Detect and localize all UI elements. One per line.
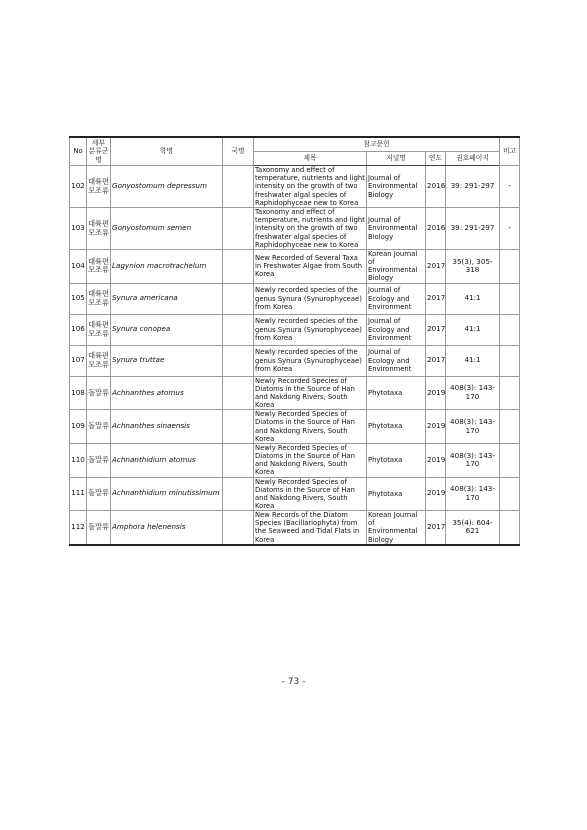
row-volume-pages: 35(4): 604-621 bbox=[446, 511, 500, 545]
row-category: 돌말류 bbox=[87, 443, 111, 477]
row-year: 2017 bbox=[426, 250, 446, 284]
row-year: 2017 bbox=[426, 511, 446, 545]
row-remarks bbox=[500, 511, 520, 545]
table-row bbox=[70, 283, 520, 314]
row-category: 돌말류 bbox=[87, 376, 111, 410]
row-scientific-name: Achnanthidium atomus bbox=[111, 443, 223, 477]
row-title: Newly Recorded Species of Diatoms in the Source of Han and Nakdong Rivers, South Korea bbox=[254, 376, 367, 410]
row-no: 106 bbox=[70, 314, 87, 345]
row-volume-pages: 41:1 bbox=[446, 314, 500, 345]
row-scientific-name: Gonyostomum semen bbox=[111, 208, 223, 250]
header-reference: 참고문헌 bbox=[254, 137, 500, 152]
row-remarks bbox=[500, 410, 520, 444]
row-korean-name bbox=[223, 410, 254, 444]
row-korean-name bbox=[223, 208, 254, 250]
row-category: 대륙편모조류 bbox=[87, 250, 111, 284]
row-korean-name bbox=[223, 166, 254, 208]
table-row bbox=[70, 314, 520, 345]
row-journal: Korean Journal of Environmental Biology bbox=[367, 511, 426, 545]
row-remarks bbox=[500, 314, 520, 345]
row-no: 110 bbox=[70, 443, 87, 477]
header-journal: 저널명 bbox=[367, 152, 426, 166]
row-scientific-name: Amphora helenensis bbox=[111, 511, 223, 545]
header-no: No bbox=[70, 137, 87, 166]
row-remarks bbox=[500, 477, 520, 511]
row-remarks bbox=[500, 345, 520, 376]
row-korean-name bbox=[223, 283, 254, 314]
header-category: 세부 분류군명 bbox=[87, 137, 111, 166]
row-title: Taxonomy and effect of temperature, nutrients and light intensity on the growth of two freshwater algal species of Raphidophyceae new to Korea bbox=[255, 166, 365, 207]
row-year: 2016 bbox=[426, 166, 446, 208]
row-journal: Phytotaxa bbox=[367, 376, 426, 410]
header-korean-name: 국명 bbox=[223, 137, 254, 166]
row-volume-pages: 41:1 bbox=[446, 345, 500, 376]
row-korean-name bbox=[223, 376, 254, 410]
row-title: Newly Recorded Species of Diatoms in the Source of Han and Nakdong Rivers, South Korea bbox=[254, 477, 367, 511]
row-remarks: - bbox=[500, 208, 520, 250]
row-volume-pages: 39: 291-297 bbox=[446, 166, 500, 208]
row-scientific-name: Lagynion macrotrachelum bbox=[111, 250, 223, 284]
row-category: 대륙편모조류 bbox=[87, 283, 111, 314]
row-category: 돌말류 bbox=[87, 410, 111, 444]
row-remarks bbox=[500, 376, 520, 410]
row-year: 2019 bbox=[426, 376, 446, 410]
row-title: Newly recorded species of the genus Synura (Synurophyceae) from Korea bbox=[254, 345, 367, 376]
header-year: 연도 bbox=[426, 152, 446, 166]
row-remarks: - bbox=[500, 166, 520, 208]
table-row bbox=[70, 410, 520, 444]
row-volume-pages: 408(3): 143-170 bbox=[446, 443, 500, 477]
row-journal: Journal of Environmental Biology bbox=[367, 166, 426, 208]
row-journal: Journal of Ecology and Environment bbox=[367, 314, 426, 345]
row-category: 돌말류 bbox=[87, 477, 111, 511]
row-journal: Journal of Ecology and Environment bbox=[367, 283, 426, 314]
header-scientific-name: 학명 bbox=[111, 137, 223, 166]
row-title: Taxonomy and effect of temperature, nutrients and light intensity on the growth of two freshwater algal species of Raphidophyceae new to Korea bbox=[255, 208, 365, 249]
row-remarks bbox=[500, 443, 520, 477]
row-journal: Phytotaxa bbox=[367, 477, 426, 511]
row-journal: Journal of Environmental Biology bbox=[367, 208, 426, 250]
header-remarks: 비고 bbox=[500, 137, 520, 166]
row-korean-name bbox=[223, 511, 254, 545]
row-volume-pages: 408(3): 143-170 bbox=[446, 376, 500, 410]
row-korean-name bbox=[223, 250, 254, 284]
row-no: 107 bbox=[70, 345, 87, 376]
row-volume-pages: 408(3): 143-170 bbox=[446, 477, 500, 511]
row-year: 2017 bbox=[426, 345, 446, 376]
row-category: 돌말류 bbox=[87, 511, 111, 545]
row-korean-name bbox=[223, 345, 254, 376]
row-category: 대륙편모조류 bbox=[87, 166, 111, 208]
row-scientific-name: Synura truttae bbox=[111, 345, 223, 376]
row-no: 105 bbox=[70, 283, 87, 314]
row-scientific-name: Gonyostomum depressum bbox=[111, 166, 223, 208]
row-scientific-name: Achnanthidium minutissimum bbox=[111, 477, 223, 511]
table-row bbox=[70, 443, 520, 477]
row-volume-pages: 408(3): 143-170 bbox=[446, 410, 500, 444]
row-no: 108 bbox=[70, 376, 87, 410]
row-title: Newly recorded species of the genus Synura (Synurophyceae) from Korea bbox=[254, 314, 367, 345]
row-remarks bbox=[500, 283, 520, 314]
header-title: 제목 bbox=[254, 152, 367, 166]
row-korean-name bbox=[223, 314, 254, 345]
row-scientific-name: Achnanthes sinaensis bbox=[111, 410, 223, 444]
row-no: 111 bbox=[70, 477, 87, 511]
row-volume-pages: 39: 291-297 bbox=[446, 208, 500, 250]
table-row bbox=[70, 208, 520, 250]
row-volume-pages: 35(3), 305-318 bbox=[446, 250, 500, 284]
row-no: 103 bbox=[70, 208, 87, 250]
row-scientific-name: Achnanthes atomus bbox=[111, 376, 223, 410]
row-remarks bbox=[500, 250, 520, 284]
table-row bbox=[70, 477, 520, 511]
row-korean-name bbox=[223, 477, 254, 511]
row-category: 대륙편모조류 bbox=[87, 345, 111, 376]
row-title: Newly Recorded Species of Diatoms in the Source of Han and Nakdong Rivers, South Korea bbox=[254, 443, 367, 477]
row-year: 2017 bbox=[426, 314, 446, 345]
row-no: 104 bbox=[70, 250, 87, 284]
header-volume-pages: 권호페이지 bbox=[446, 152, 500, 166]
row-category: 대륙편모조류 bbox=[87, 314, 111, 345]
row-korean-name bbox=[223, 443, 254, 477]
row-journal: Phytotaxa bbox=[367, 443, 426, 477]
table-row bbox=[70, 511, 520, 545]
row-no: 109 bbox=[70, 410, 87, 444]
page-number: - 73 - bbox=[281, 677, 306, 687]
table-row bbox=[70, 250, 520, 284]
row-year: 2019 bbox=[426, 443, 446, 477]
row-title: New Records of the Diatom Species (Bacillariophyta) from the Seaweed and Tidal Flats in Korea bbox=[254, 511, 367, 545]
row-journal: Korean Journal of Environmental Biology bbox=[367, 250, 426, 284]
row-volume-pages: 41:1 bbox=[446, 283, 500, 314]
table-row bbox=[70, 376, 520, 410]
row-no: 112 bbox=[70, 511, 87, 545]
table-row bbox=[70, 166, 520, 208]
row-no: 102 bbox=[70, 166, 87, 208]
header-row-1 bbox=[70, 137, 520, 152]
row-year: 2019 bbox=[426, 410, 446, 444]
table-row bbox=[70, 345, 520, 376]
row-title: Newly Recorded Species of Diatoms in the Source of Han and Nakdong Rivers, South Korea bbox=[254, 410, 367, 444]
row-year: 2017 bbox=[426, 283, 446, 314]
row-title: Newly recorded species of the genus Synura (Synurophyceae) from Korea bbox=[254, 283, 367, 314]
row-year: 2019 bbox=[426, 477, 446, 511]
row-year: 2016 bbox=[426, 208, 446, 250]
row-scientific-name: Synura americana bbox=[111, 283, 223, 314]
row-title: New Recorded of Several Taxa in Freshwater Algae from South Korea bbox=[254, 250, 367, 284]
row-journal: Phytotaxa bbox=[367, 410, 426, 444]
species-reference-table bbox=[69, 136, 520, 546]
row-scientific-name: Synura conopea bbox=[111, 314, 223, 345]
row-category: 대륙편모조류 bbox=[87, 208, 111, 250]
row-journal: Journal of Ecology and Environment bbox=[367, 345, 426, 376]
